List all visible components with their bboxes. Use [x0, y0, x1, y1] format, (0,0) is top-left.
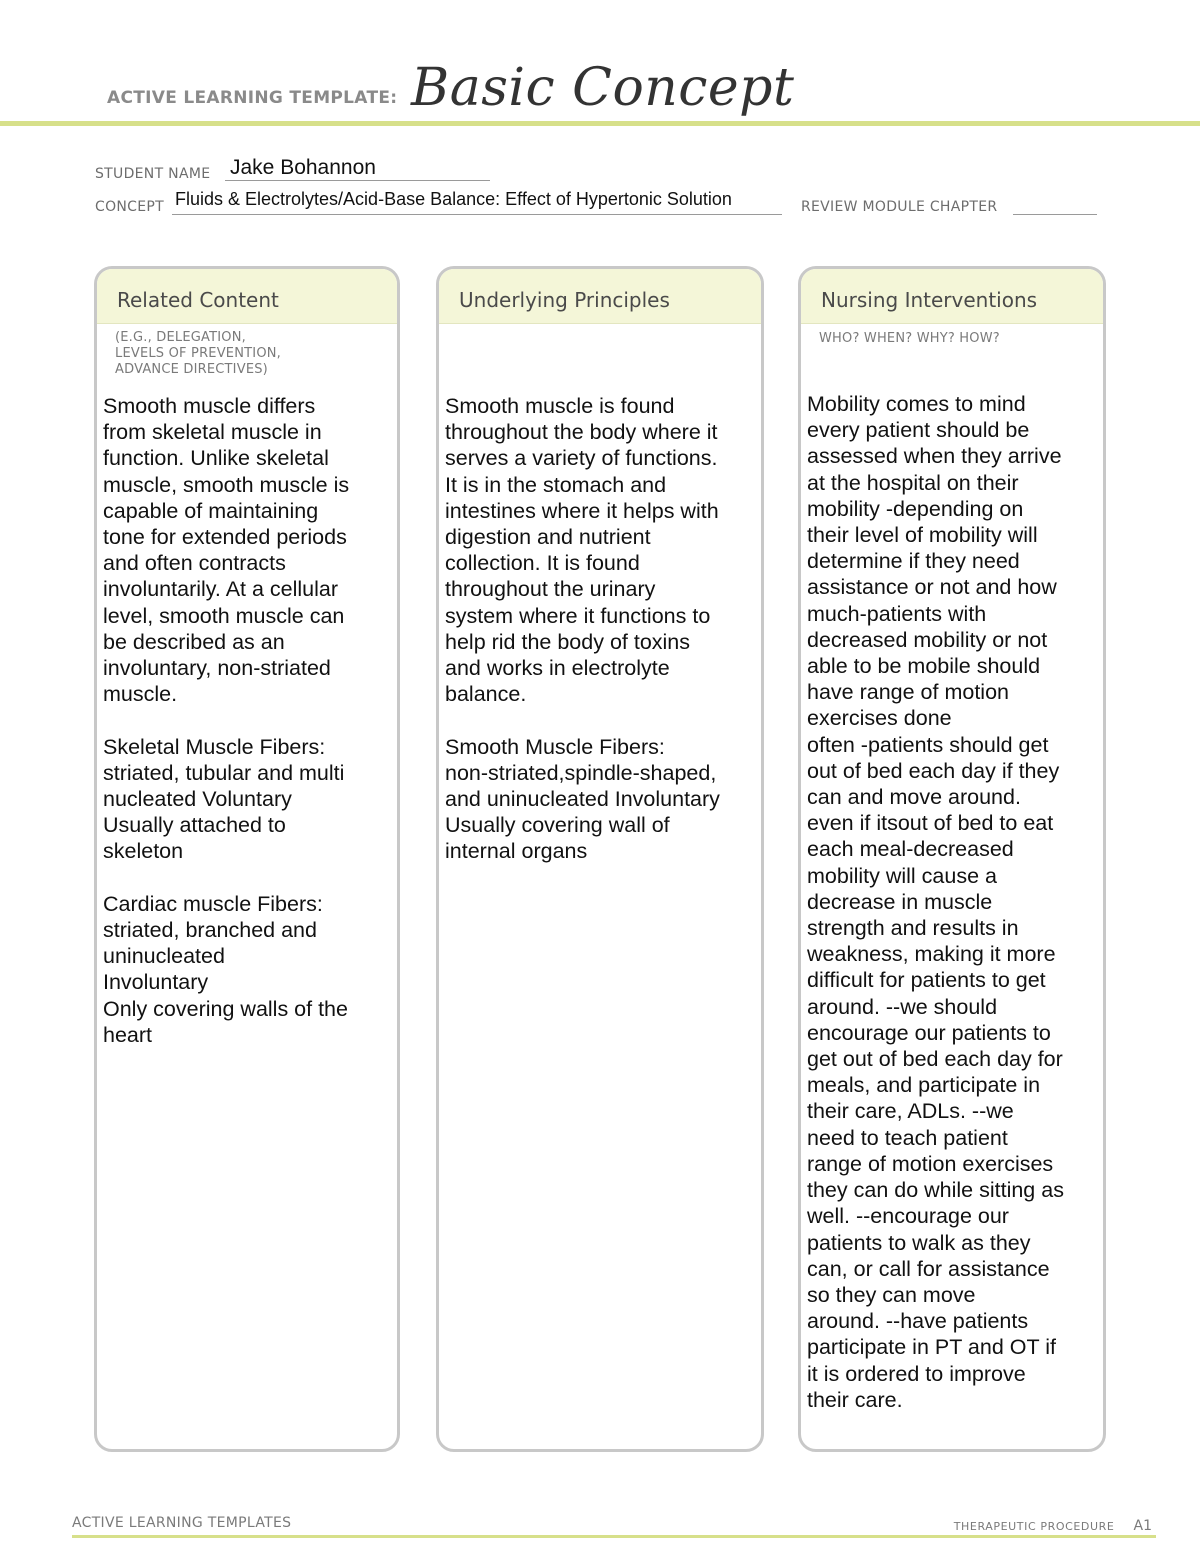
- review-module-line: [1013, 192, 1097, 215]
- review-module-label: REVIEW MODULE CHAPTER: [801, 199, 998, 215]
- template-header: [107, 58, 1200, 118]
- panel-subtitle: (E.G., DELEGATION, LEVELS OF PREVENTION, ADVANCE DIRECTIVES): [115, 330, 282, 377]
- panel-title: Related Content: [117, 288, 279, 312]
- footer-divider: [72, 1535, 1156, 1538]
- footer-title: ACTIVE LEARNING TEMPLATES: [72, 1515, 292, 1531]
- concept-field[interactable]: Fluids & Electrolytes/Acid-Base Balance: Effect of Hypertonic Solution: [175, 189, 732, 209]
- panel-title: Nursing Interventions: [821, 288, 1038, 312]
- panel-header: [801, 269, 1103, 324]
- related-content-panel: [94, 266, 400, 1452]
- student-name-field[interactable]: Jake Bohannon: [230, 156, 376, 179]
- concept-label: CONCEPT: [95, 199, 164, 215]
- page-title: Basic Concept: [411, 58, 795, 118]
- panel-header: [439, 269, 761, 324]
- header-divider: [0, 121, 1200, 126]
- footer-page-info: [954, 1515, 1152, 1534]
- panel-header: [97, 269, 397, 324]
- panel-title: Underlying Principles: [459, 288, 670, 312]
- panel-body-text[interactable]: Mobility comes to mind every patient should be assessed when they arrive at the hospital on their mobility -depending on their level of mobility will determine if they need assistance or not and how much-patients with decreased mobility or not able to be mobile should have range of motion exercises done often -patients should get out of bed each day if they can and move around. even if itsout of bed to eat each meal-decreased mobility will cause a decrease in muscle strength and results in weakness, making it more difficult for patients to get around. --we should encourage our patients to get out of bed each day for meals, and participate in their care, ADLs. --we need to teach patient range of motion exercises they can do while sitting as well. --encourage our patients to walk as they can, or call for assistance so they can move around. --have patients participate in PT and OT if it is ordered to improve their care.: [807, 392, 1064, 1412]
- underlying-principles-panel: [436, 266, 764, 1452]
- nursing-interventions-panel: [798, 266, 1106, 1452]
- page-number: A1: [1133, 1518, 1152, 1534]
- panel-body-text[interactable]: Smooth muscle is found throughout the body where it serves a variety of functions. It is in the stomach and intestines where it helps with digestion and nutrient collection. It is found throughout the urinary system where it functions to help rid the body of toxins and works in electrolyte balance. Smooth Muscle Fibers: non-striated,spindle-shaped, and uninucleated Involuntary Usually covering wall of internal organs: [445, 394, 720, 864]
- panel-body-text[interactable]: Smooth muscle differs from skeletal muscle in function. Unlike skeletal muscle, smooth muscle is capable of maintaining tone for extended periods and often contracts involuntarily. At a cellular level, smooth muscle can be described as an involuntary, non-striated muscle. Skeletal Muscle Fibers: striated, tubular and multi nucleated Voluntary Usually attached to skeleton Cardiac muscle Fibers: striated, branched and uninucleated Involuntary Only covering walls of the heart: [103, 394, 350, 1047]
- footer-category: THERAPEUTIC PROCEDURE: [953, 1520, 1115, 1533]
- template-label: ACTIVE LEARNING TEMPLATE:: [107, 88, 398, 108]
- panel-subtitle: WHO? WHEN? WHY? HOW?: [819, 331, 1000, 346]
- student-name-label: STUDENT NAME: [95, 166, 211, 182]
